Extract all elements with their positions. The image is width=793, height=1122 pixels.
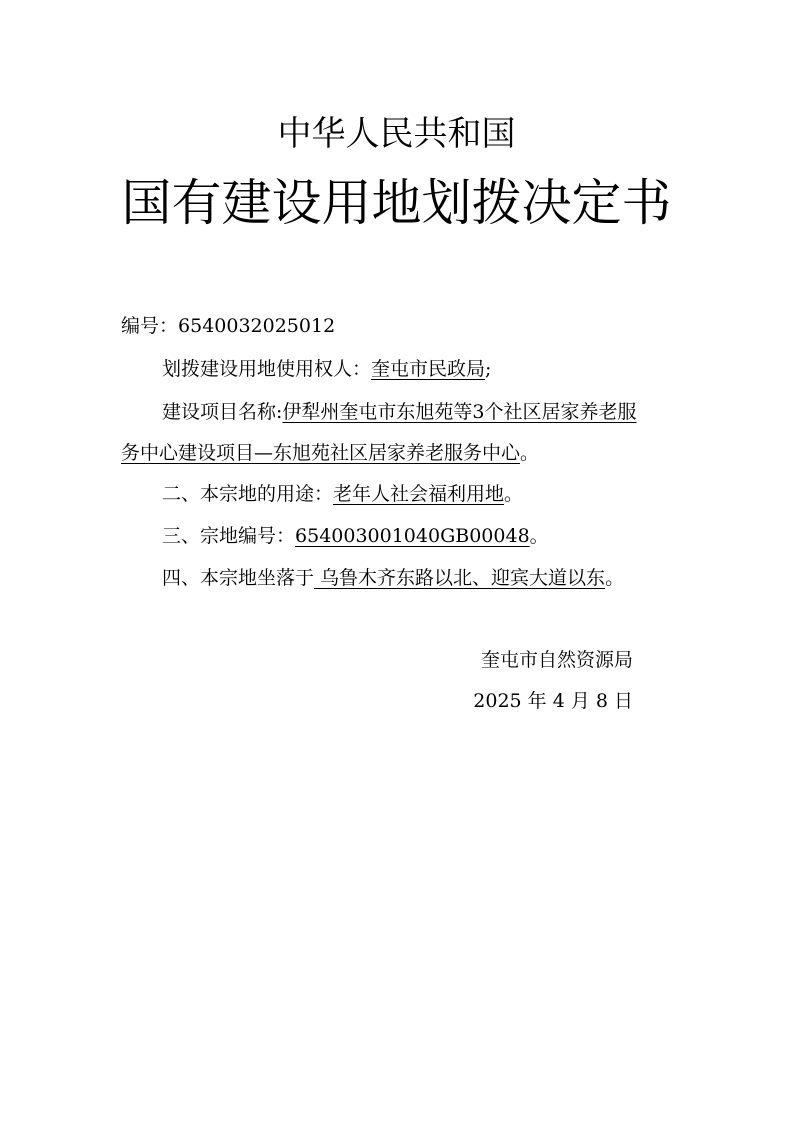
parcel-end: 。 — [529, 525, 549, 547]
document-number-line — [121, 314, 335, 338]
issue-date: 2025 年 4 月 8 日 — [473, 690, 633, 712]
issuer-name: 奎屯市自然资源局 — [480, 649, 633, 671]
document-number-label: 编号： — [121, 315, 179, 337]
project-value-1: 伊犁州奎屯市东旭苑等3个社区居家养老服 — [282, 401, 637, 423]
usage-value: 老年人社会福利用地 — [333, 483, 505, 505]
location-value: 乌鲁木齐东路以北、迎宾大道以东 — [314, 567, 606, 589]
location-line — [162, 566, 624, 590]
usage-label: 二、本宗地的用途： — [162, 483, 334, 505]
project-label: 建设项目名称: — [162, 401, 283, 423]
parcel-line — [162, 524, 549, 548]
location-end: 。 — [605, 567, 625, 589]
usage-line — [162, 482, 523, 506]
project-value-2: 务中心建设项目—东旭苑社区居家养老服务中心 — [121, 442, 521, 464]
document-number-value: 6540032025012 — [178, 315, 336, 337]
location-label: 四、本宗地坐落于 — [162, 567, 315, 589]
project-line-2 — [121, 441, 539, 465]
usage-end: 。 — [504, 483, 524, 505]
project-end: 。 — [520, 442, 540, 464]
project-line-1 — [162, 400, 637, 424]
parcel-value: 654003001040GB00048 — [295, 525, 530, 547]
holder-line — [162, 357, 491, 381]
title-document: 国有建设用地划拨决定书 — [121, 174, 672, 232]
parcel-label: 三、宗地编号： — [162, 525, 296, 547]
holder-label: 划拨建设用地使用权人： — [162, 358, 372, 380]
holder-value: 奎屯市民政局 — [371, 358, 486, 380]
title-country: 中华人民共和国 — [277, 114, 516, 154]
holder-end: ; — [485, 358, 492, 380]
